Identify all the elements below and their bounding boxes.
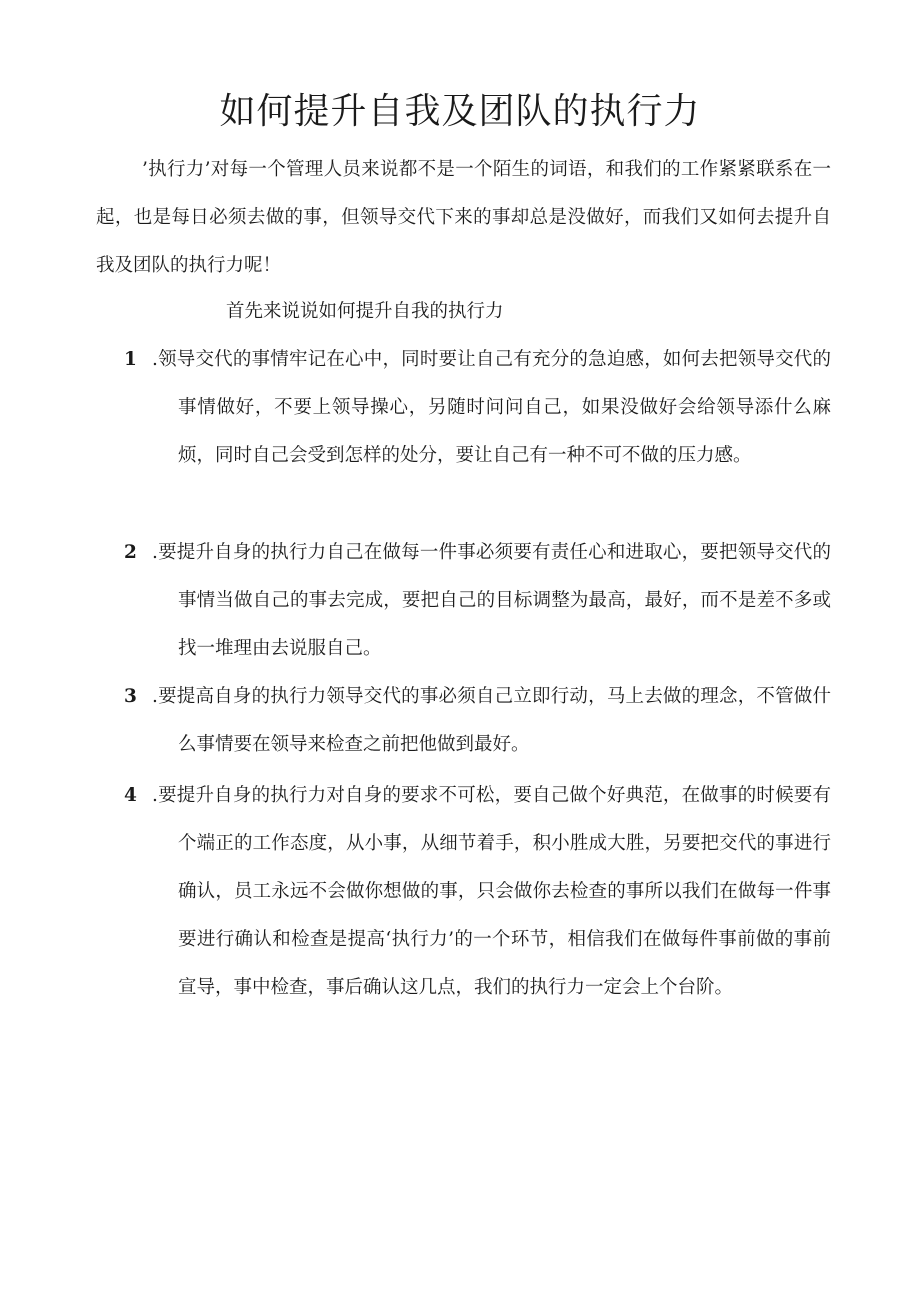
list-item-number: 2 xyxy=(124,542,137,563)
list-item-text: .要提升自身的执行力对自身的要求不可松，要自己做个好典范，在做事的时候要有个端正的工作态度，从小事，从细节着手，积小胜成大胜，另要把交代的事进行确认，员工永远不会做你想做的事，只会做你去检查的事所以我们在做每一件事要进行确认和检查是提高‘执行力’的一个环节，相信我们在做每件事前做的事前宣导，事中检查，事后确认这几点，我们的执行力一定会上个台阶。 xyxy=(152,785,831,998)
list-item xyxy=(124,673,831,769)
list-item-number: 1 xyxy=(124,349,137,370)
list-item-text: .要提升自身的执行力自己在做每一件事必须要有责任心和进取心，要把领导交代的事情当做自己的事去完成，要把自己的目标调整为最高，最好，而不是差不多或找一堆理由去说服自己。 xyxy=(152,542,831,659)
list-item-number: 4 xyxy=(124,785,137,806)
list-item xyxy=(124,336,831,480)
list-item-text: .要提高自身的执行力领导交代的事必须自己立即行动，马上去做的理念，不管做什么事情要在领导来检查之前把他做到最好。 xyxy=(152,686,831,755)
list-item-number: 3 xyxy=(124,686,137,707)
list-item xyxy=(124,772,831,1012)
list-item xyxy=(124,529,831,673)
section-subheading: 首先来说说如何提升自我的执行力 xyxy=(226,301,504,322)
list-item-text: .领导交代的事情牢记在心中，同时要让自己有充分的急迫感，如何去把领导交代的事情做好，不要上领导操心，另随时问问自己，如果没做好会给领导添什么麻烦，同时自己会受到怎样的处分，要让自己有一种不可不做的压力感。 xyxy=(152,349,831,466)
document-title: 如何提升自我及团队的执行力 xyxy=(219,91,701,132)
intro-paragraph: ’执行力’对每一个管理人员来说都不是一个陌生的词语，和我们的工作紧紧联系在一起，也是每日必须去做的事，但领导交代下来的事却总是没做好，而我们又如何去提升自我及团队的执行力呢！ xyxy=(96,159,831,276)
